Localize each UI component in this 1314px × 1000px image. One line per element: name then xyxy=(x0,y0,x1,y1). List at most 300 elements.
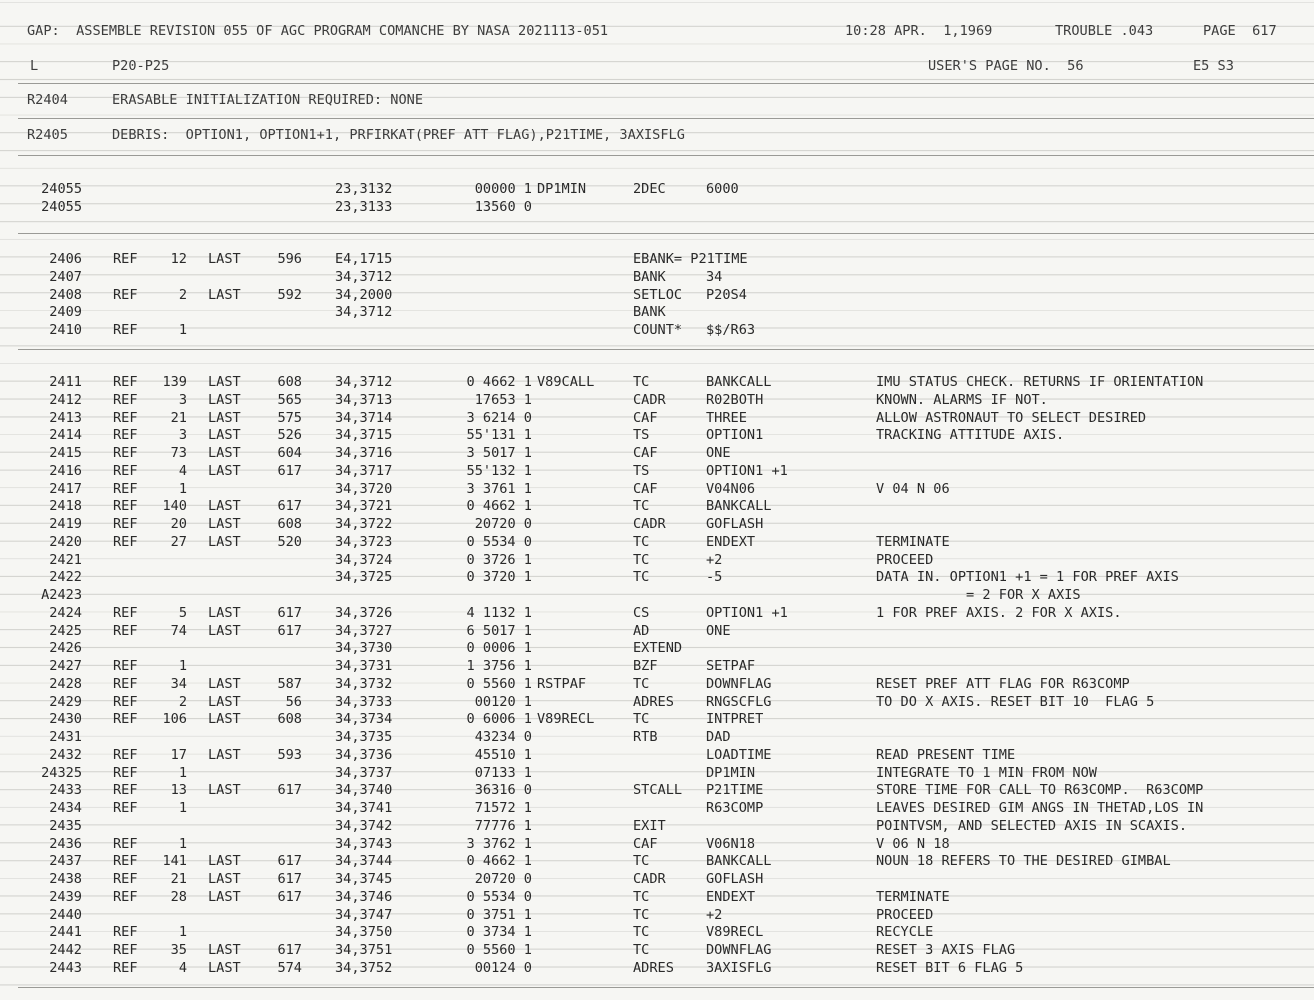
listing-addr: 34,3740 xyxy=(335,782,393,799)
separator-line xyxy=(18,155,1314,156)
listing-last: LAST xyxy=(208,675,241,692)
listing-code: 0 4662 1 xyxy=(466,498,532,515)
listing-refn: 1 xyxy=(178,480,187,497)
listing-num: 2408 xyxy=(49,286,82,303)
listing-last: LAST xyxy=(208,871,241,887)
listing-label: V89RECL xyxy=(537,711,595,728)
listing-line xyxy=(0,799,1314,817)
listing-last: LAST xyxy=(208,942,241,958)
separator-line xyxy=(18,83,1314,84)
listing-op: TC xyxy=(633,533,650,550)
listing-addr: 34,3736 xyxy=(335,746,393,763)
listing-op: TC xyxy=(633,853,650,870)
listing-num: 2413 xyxy=(49,409,82,426)
listing-ref: REF xyxy=(113,391,138,408)
section-name: P20-P25 xyxy=(112,58,170,74)
listing-code: 00124 0 xyxy=(474,959,532,976)
listing-op: EXIT xyxy=(633,817,666,834)
listing-operand: 6000 xyxy=(706,181,739,197)
listing-last: LAST xyxy=(208,391,241,408)
listing-lastn: 617 xyxy=(277,942,302,958)
listing-line xyxy=(0,373,1314,391)
listing-lastn: 565 xyxy=(277,391,302,408)
listing-num: 2439 xyxy=(49,888,82,905)
listing-operand: R63COMP xyxy=(706,800,764,816)
listing-last: LAST xyxy=(208,445,241,461)
listing-op: TS xyxy=(633,427,650,444)
listing-refn: 1 xyxy=(178,658,187,674)
listing-num: 2428 xyxy=(49,675,82,692)
listing-comment: IMU STATUS CHECK. RETURNS IF ORIENTATION xyxy=(876,374,1204,390)
listing-lastn: 617 xyxy=(277,782,302,799)
listing-op: CAF xyxy=(633,409,658,426)
listing-lastn: 608 xyxy=(277,516,302,532)
listing-ref: REF xyxy=(113,693,138,710)
listing-code: 3 3762 1 xyxy=(466,835,532,852)
listing-ref: REF xyxy=(113,746,138,763)
listing-label: V89CALL xyxy=(537,374,595,390)
listing-comment: V 06 N 18 xyxy=(876,835,950,852)
listing-op: COUNT* xyxy=(633,322,683,338)
listing-num: 24325 xyxy=(41,764,82,781)
listing-addr: 34,3712 xyxy=(335,268,393,285)
listing-refn: 141 xyxy=(162,853,187,870)
listing-refn: 3 xyxy=(178,427,187,444)
listing-operand: 3AXISFLG xyxy=(706,959,772,976)
listing-last: LAST xyxy=(208,409,241,426)
listing-ref: REF xyxy=(113,622,138,639)
listing-comment: POINTVSM, AND SELECTED AXIS IN SCAXIS. xyxy=(876,817,1187,834)
listing-op: 2DEC xyxy=(633,181,666,197)
listing-code: 6 5017 1 xyxy=(466,622,532,639)
listing-code: 0 5560 1 xyxy=(466,942,532,958)
listing-operand: 34 xyxy=(706,268,723,285)
listing-last: LAST xyxy=(208,853,241,870)
listing-line xyxy=(0,426,1314,444)
listing-refn: 12 xyxy=(170,251,187,267)
listing-refn: 28 xyxy=(170,888,187,905)
listing-operand: R02BOTH xyxy=(706,391,764,408)
listing-code: 07133 1 xyxy=(474,764,532,781)
separator-line xyxy=(18,987,1314,988)
listing-operand: OPTION1 +1 xyxy=(706,604,788,621)
listing-line xyxy=(0,250,1314,268)
listing-code: 00120 1 xyxy=(474,693,532,710)
listing-code: 3 6214 0 xyxy=(466,409,532,426)
listing-code: 3 5017 1 xyxy=(466,445,532,461)
listing-lastn: 608 xyxy=(277,374,302,390)
listing-last: LAST xyxy=(208,746,241,763)
listing-last: LAST xyxy=(208,711,241,728)
listing-refn: 140 xyxy=(162,498,187,515)
listing-comment: RESET BIT 6 FLAG 5 xyxy=(876,959,1024,976)
listing-comment: RECYCLE xyxy=(876,924,934,941)
listing-refn: 1 xyxy=(178,835,187,852)
section-header-line xyxy=(0,57,1314,75)
listing-num: 24055 xyxy=(41,181,82,197)
listing-refn: 35 xyxy=(170,942,187,958)
listing-line xyxy=(0,764,1314,782)
listing-op: TC xyxy=(633,675,650,692)
listing-ref: REF xyxy=(113,322,138,338)
listing-op: BANK xyxy=(633,304,666,321)
listing-op: TS xyxy=(633,462,650,479)
listing-comment: DATA IN. OPTION1 +1 = 1 FOR PREF AXIS xyxy=(876,569,1179,586)
listing-line xyxy=(0,923,1314,941)
listing-operand: V89RECL xyxy=(706,924,764,941)
listing-refn: 27 xyxy=(170,533,187,550)
listing-num: 2412 xyxy=(49,391,82,408)
listing-refn: 21 xyxy=(170,409,187,426)
listing-comment: ALLOW ASTRONAUT TO SELECT DESIRED xyxy=(876,409,1147,426)
listing-op: ADRES xyxy=(633,693,674,710)
listing-operand: ONE xyxy=(706,445,731,461)
listing-code: 0 3734 1 xyxy=(466,924,532,941)
listing-addr: 34,3741 xyxy=(335,800,393,816)
listing-comment: TO DO X AXIS. RESET BIT 10 FLAG 5 xyxy=(876,693,1155,710)
listing-num: 2418 xyxy=(49,498,82,515)
listing-operand: DAD xyxy=(706,729,731,745)
listing-code: 0 3726 1 xyxy=(466,551,532,568)
listing-operand: ENDEXT xyxy=(706,533,756,550)
listing-addr: 34,3734 xyxy=(335,711,393,728)
listing-lastn: 617 xyxy=(277,462,302,479)
listing-num: 2410 xyxy=(49,322,82,338)
listing-num: 2424 xyxy=(49,604,82,621)
e5s3-marker: E5 S3 xyxy=(1193,58,1234,74)
listing-addr: 23,3132 xyxy=(335,181,393,197)
listing-num: 2419 xyxy=(49,516,82,532)
listing-line xyxy=(0,409,1314,427)
listing-refn: 2 xyxy=(178,693,187,710)
listing-operand: P20S4 xyxy=(706,286,747,303)
listing-operand: GOFLASH xyxy=(706,871,764,887)
listing-num: 2409 xyxy=(49,304,82,321)
listing-code: 0 3720 1 xyxy=(466,569,532,586)
listing-comment: 1 FOR PREF AXIS. 2 FOR X AXIS. xyxy=(876,604,1122,621)
listing-addr: 34,3716 xyxy=(335,445,393,461)
listing-addr: 34,3715 xyxy=(335,427,393,444)
listing-line xyxy=(0,198,1314,216)
listing-operand: SETPAF xyxy=(706,658,756,674)
listing-last: LAST xyxy=(208,427,241,444)
listing-op: TC xyxy=(633,888,650,905)
listing-lastn: 575 xyxy=(277,409,302,426)
listing-op: CS xyxy=(633,604,650,621)
listing-refn: 21 xyxy=(170,871,187,887)
listing-num: 2441 xyxy=(49,924,82,941)
listing-header-line xyxy=(0,22,1314,40)
listing-addr: 34,3712 xyxy=(335,304,393,321)
listing-code: 0 5534 0 xyxy=(466,888,532,905)
listing-num: 2415 xyxy=(49,445,82,461)
listing-line xyxy=(0,268,1314,286)
listing-lastn: 604 xyxy=(277,445,302,461)
listing-comment: RESET PREF ATT FLAG FOR R63COMP xyxy=(876,675,1130,692)
listing-comment: PROCEED xyxy=(876,906,934,923)
listing-code: 4 1132 1 xyxy=(466,604,532,621)
listing-code: 43234 0 xyxy=(474,729,532,745)
listing-last: LAST xyxy=(208,782,241,799)
remark-line xyxy=(0,91,1314,109)
listing-operand: V06N18 xyxy=(706,835,756,852)
listing-num: 2440 xyxy=(49,906,82,923)
listing-ref: REF xyxy=(113,871,138,887)
listing-ref: REF xyxy=(113,427,138,444)
listing-op: TC xyxy=(633,374,650,390)
listing-addr: 34,3712 xyxy=(335,374,393,390)
listing-last: LAST xyxy=(208,462,241,479)
listing-line xyxy=(0,286,1314,304)
listing-code: 0 4662 1 xyxy=(466,853,532,870)
listing-line xyxy=(0,941,1314,959)
listing-num: 2426 xyxy=(49,640,82,657)
listing-lastn: 593 xyxy=(277,746,302,763)
remark-id: R2405 xyxy=(27,127,68,143)
listing-operand: OPTION1 xyxy=(706,427,764,444)
listing-code: 20720 0 xyxy=(474,516,532,532)
listing-num: 2435 xyxy=(49,817,82,834)
listing-num: 2425 xyxy=(49,622,82,639)
listing-line xyxy=(0,888,1314,906)
listing-addr: 34,3724 xyxy=(335,551,393,568)
listing-refn: 5 xyxy=(178,604,187,621)
listing-op: CADR xyxy=(633,391,666,408)
listing-last: LAST xyxy=(208,251,241,267)
listing-refn: 139 xyxy=(162,374,187,390)
listing-op: TC xyxy=(633,924,650,941)
listing-comment: NOUN 18 REFERS TO THE DESIRED GIMBAL xyxy=(876,853,1171,870)
listing-ref: REF xyxy=(113,604,138,621)
listing-line xyxy=(0,817,1314,835)
listing-op: TC xyxy=(633,569,650,586)
listing-lastn: 617 xyxy=(277,498,302,515)
listing-op: BANK xyxy=(633,268,666,285)
listing-refn: 1 xyxy=(178,800,187,816)
listing-refn: 4 xyxy=(178,959,187,976)
listing-addr: 34,3752 xyxy=(335,959,393,976)
remark-text: ERASABLE INITIALIZATION REQUIRED: NONE xyxy=(112,92,423,108)
listing-last: LAST xyxy=(208,374,241,390)
listing-code: 1 3756 1 xyxy=(466,658,532,674)
listing-comment: = 2 FOR X AXIS xyxy=(876,587,1081,603)
listing-ref: REF xyxy=(113,516,138,532)
listing-lastn: 617 xyxy=(277,604,302,621)
listing-op: STCALL xyxy=(633,782,683,799)
listing-comment: TERMINATE xyxy=(876,888,950,905)
listing-op: EXTEND xyxy=(633,640,683,657)
remark-line xyxy=(0,126,1314,144)
listing-addr: 34,3720 xyxy=(335,480,393,497)
listing-refn: 13 xyxy=(170,782,187,799)
listing-op: SETLOC xyxy=(633,286,683,303)
listing-comment: STORE TIME FOR CALL TO R63COMP. R63COMP xyxy=(876,782,1204,799)
listing-comment: TRACKING ATTITUDE AXIS. xyxy=(876,427,1065,444)
listing-addr: 34,3730 xyxy=(335,640,393,657)
listing-operand: DOWNFLAG xyxy=(706,942,772,958)
listing-addr: 34,3743 xyxy=(335,835,393,852)
listing-num: 2438 xyxy=(49,871,82,887)
listing-last: LAST xyxy=(208,604,241,621)
listing-addr: 34,3722 xyxy=(335,516,393,532)
listing-num: 2406 xyxy=(49,251,82,267)
listing-line xyxy=(0,586,1314,604)
listing-num: 2422 xyxy=(49,569,82,586)
listing-line xyxy=(0,870,1314,888)
listing-comment: V 04 N 06 xyxy=(876,480,950,497)
listing-num: 2417 xyxy=(49,480,82,497)
listing-operand: INTPRET xyxy=(706,711,764,728)
listing-ref: REF xyxy=(113,480,138,497)
listing-code: 0 3751 1 xyxy=(466,906,532,923)
listing-op: AD xyxy=(633,622,650,639)
remark-text: DEBRIS: OPTION1, OPTION1+1, PRFIRKAT(PREF ATT FLAG),P21TIME, 3AXISFLG xyxy=(112,127,685,143)
listing-op: CAF xyxy=(633,835,658,852)
listing-operand: RNGSCFLG xyxy=(706,693,772,710)
listing-refn: 1 xyxy=(178,764,187,781)
listing-num: 2431 xyxy=(49,729,82,745)
listing-addr: 34,3750 xyxy=(335,924,393,941)
listing-op: TC xyxy=(633,711,650,728)
listing-num: 2442 xyxy=(49,942,82,958)
listing-num: A2423 xyxy=(41,587,82,603)
listing-operand: P21TIME xyxy=(706,782,764,799)
listing-ref: REF xyxy=(113,286,138,303)
listing-lastn: 617 xyxy=(277,871,302,887)
listing-lastn: 617 xyxy=(277,622,302,639)
listing-ref: REF xyxy=(113,835,138,852)
listing-line xyxy=(0,835,1314,853)
listing-comment: PROCEED xyxy=(876,551,934,568)
program-title: GAP: ASSEMBLE REVISION 055 OF AGC PROGRAM COMANCHE BY NASA 2021113-051 xyxy=(27,23,609,39)
listing-lastn: 587 xyxy=(277,675,302,692)
listing-code: 55'132 1 xyxy=(466,462,532,479)
listing-code: 71572 1 xyxy=(474,800,532,816)
listing-line xyxy=(0,639,1314,657)
listing-ref: REF xyxy=(113,498,138,515)
listing-last: LAST xyxy=(208,693,241,710)
listing-line xyxy=(0,675,1314,693)
listing-operand: OPTION1 +1 xyxy=(706,462,788,479)
separator-line xyxy=(18,118,1314,119)
listing-ref: REF xyxy=(113,853,138,870)
listing-code: 0 6006 1 xyxy=(466,711,532,728)
listing-label: RSTPAF xyxy=(537,675,587,692)
listing-code: 77776 1 xyxy=(474,817,532,834)
listing-addr: 34,3751 xyxy=(335,942,393,958)
separator-line xyxy=(18,233,1314,234)
listing-num: 2416 xyxy=(49,462,82,479)
listing-operand: LOADTIME xyxy=(706,746,772,763)
listing-line xyxy=(0,497,1314,515)
listing-num: 2432 xyxy=(49,746,82,763)
listing-operand: BANKCALL xyxy=(706,498,772,515)
listing-addr: 34,3713 xyxy=(335,391,393,408)
listing-code: 13560 0 xyxy=(474,198,532,215)
listing-ref: REF xyxy=(113,445,138,461)
listing-code: 55'131 1 xyxy=(466,427,532,444)
listing-op: CADR xyxy=(633,516,666,532)
listing-ref: REF xyxy=(113,462,138,479)
listing-refn: 73 xyxy=(170,445,187,461)
separator-line xyxy=(18,349,1314,350)
listing-line xyxy=(0,180,1314,198)
listing-ref: REF xyxy=(113,374,138,390)
listing-addr: 34,3721 xyxy=(335,498,393,515)
listing-code: 00000 1 xyxy=(474,181,532,197)
trouble-code: TROUBLE .043 xyxy=(1055,23,1154,39)
listing-num: 24055 xyxy=(41,198,82,215)
listing-addr: 34,3733 xyxy=(335,693,393,710)
listing-lastn: 592 xyxy=(277,286,302,303)
listing-num: 2434 xyxy=(49,800,82,816)
listing-addr: 34,3732 xyxy=(335,675,393,692)
page-number: PAGE 617 xyxy=(1203,23,1277,39)
listing-line xyxy=(0,710,1314,728)
listing-addr: 34,3737 xyxy=(335,764,393,781)
listing-line xyxy=(0,728,1314,746)
listing-code: 0 0006 1 xyxy=(466,640,532,657)
listing-line xyxy=(0,906,1314,924)
listing-refn: 1 xyxy=(178,924,187,941)
listing-operand: THREE xyxy=(706,409,747,426)
listing-line xyxy=(0,551,1314,569)
listing-addr: 34,2000 xyxy=(335,286,393,303)
listing-last: LAST xyxy=(208,888,241,905)
listing-comment: READ PRESENT TIME xyxy=(876,746,1016,763)
listing-line xyxy=(0,480,1314,498)
listing-code: 0 5560 1 xyxy=(466,675,532,692)
listing-op: CADR xyxy=(633,871,666,887)
listing-operand: DOWNFLAG xyxy=(706,675,772,692)
listing-comment: RESET 3 AXIS FLAG xyxy=(876,942,1016,958)
listing-comment: TERMINATE xyxy=(876,533,950,550)
listing-line xyxy=(0,321,1314,339)
listing-addr: 34,3742 xyxy=(335,817,393,834)
listing-refn: 17 xyxy=(170,746,187,763)
listing-line xyxy=(0,533,1314,551)
listing-refn: 1 xyxy=(178,322,187,338)
listing-refn: 74 xyxy=(170,622,187,639)
listing-num: 2411 xyxy=(49,374,82,390)
listing-op: CAF xyxy=(633,480,658,497)
listing-addr: 34,3747 xyxy=(335,906,393,923)
listing-addr: 34,3725 xyxy=(335,569,393,586)
listing-num: 2407 xyxy=(49,268,82,285)
listing-last: LAST xyxy=(208,516,241,532)
listing-lastn: 526 xyxy=(277,427,302,444)
listing-op: ADRES xyxy=(633,959,674,976)
listing-ref: REF xyxy=(113,924,138,941)
listing-ref: REF xyxy=(113,959,138,976)
listing-operand: -5 xyxy=(706,569,723,586)
listing-lastn: 520 xyxy=(277,533,302,550)
listing-line xyxy=(0,657,1314,675)
listing-lastn: 56 xyxy=(285,693,302,710)
listing-ref: REF xyxy=(113,533,138,550)
listing-line xyxy=(0,959,1314,977)
listing-code: 36316 0 xyxy=(474,782,532,799)
listing-ref: REF xyxy=(113,782,138,799)
listing-comment: INTEGRATE TO 1 MIN FROM NOW xyxy=(876,764,1097,781)
listing-operand: ENDEXT xyxy=(706,888,756,905)
listing-lastn: 596 xyxy=(277,251,302,267)
listing-ref: REF xyxy=(113,409,138,426)
listing-addr: 34,3745 xyxy=(335,871,393,887)
listing-lastn: 608 xyxy=(277,711,302,728)
listing-refn: 2 xyxy=(178,286,187,303)
listing-code: 45510 1 xyxy=(474,746,532,763)
